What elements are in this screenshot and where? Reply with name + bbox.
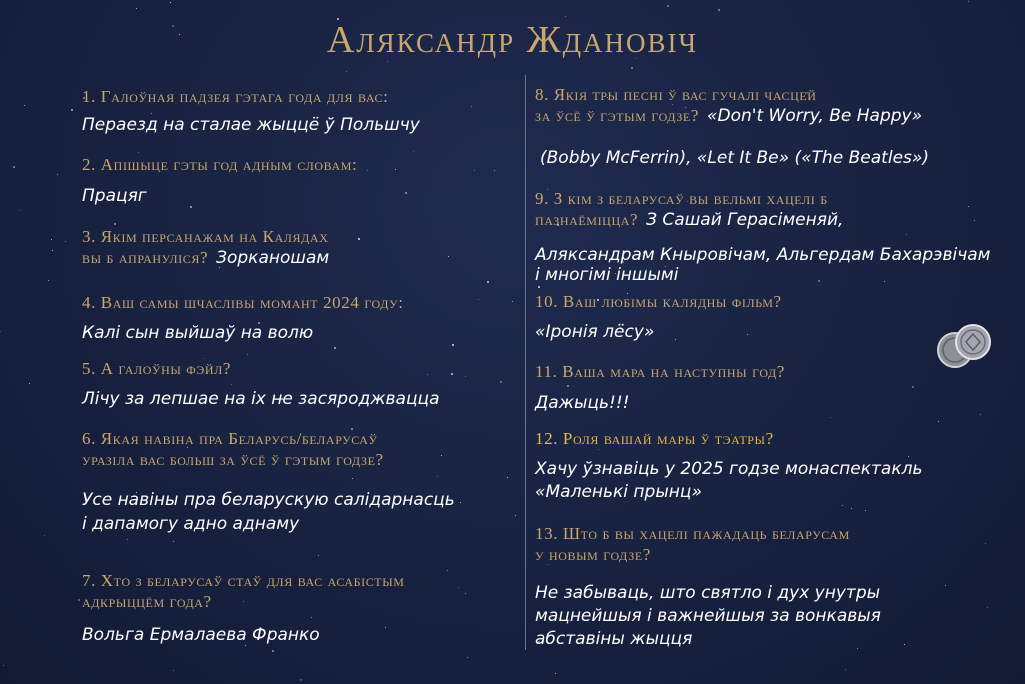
star [487,281,489,283]
star [427,374,428,375]
star [138,152,139,153]
coins-icon [935,322,993,372]
star [465,376,466,377]
star [507,477,508,478]
star [467,657,468,658]
question-6-line2: уразіла вас больш за ўсё ў гэтым годзе? [82,450,384,469]
star [474,170,475,171]
question-8-line1: 8. Якія тры песні ў вас гучалі часцей [535,85,817,104]
star [675,339,676,340]
star [851,508,852,509]
question-3-line2 [82,247,329,269]
answer-9-line3: і многімі іншымі [535,265,679,285]
star [311,617,312,618]
star [346,71,347,72]
star [980,414,981,415]
page-title: Аляксандр Ждановіч [326,19,699,61]
star [136,8,137,9]
column-divider [525,75,526,650]
star [0,331,1,332]
star [367,170,368,171]
star [598,449,599,450]
answer-13-line1: Не забываць, што святло і дух унутры [535,583,881,603]
star [170,2,171,3]
answer-13-line2: мацнейшыя і важнейшыя за вонкавыя [535,606,881,626]
star [352,478,353,479]
star [243,601,244,602]
answer-12-line2: «Маленькі прынц» [535,482,702,502]
question-3-line1: 3. Якім персанажам на Калядах [82,227,329,246]
star [190,206,192,208]
star [747,334,748,335]
star [231,384,232,385]
star [974,220,975,221]
star [19,210,20,211]
star [500,381,502,383]
star [452,344,454,346]
star [471,106,472,107]
question-7-line1: 7. Хто з беларусаў стаў для вас асабістым [82,571,405,590]
star [48,280,49,281]
star [448,256,449,257]
star [57,174,58,175]
star [938,421,939,422]
star [451,373,453,375]
star [395,169,396,170]
star [441,455,442,456]
answer-9-line1: З Сашай Герасіменяй, [646,210,844,230]
answer-2: Працяг [82,186,147,206]
star [300,679,302,681]
star [515,515,516,516]
star [405,192,407,194]
star [114,223,116,225]
star [3,665,4,666]
question-7-line2: адкрыццём года? [82,592,212,611]
star [173,670,174,671]
question-10: 10. Ваш любімы калядны фільм? [535,292,782,311]
answer-12-line1: Хачу ўзнавіць у 2025 годзе монаспектакль [535,459,923,479]
star [567,385,569,387]
star [51,239,52,240]
answer-6-line1: Усе навіны пра беларускую салідарнасць [82,490,455,510]
answer-4: Калі сын выйшаў на волю [82,323,314,343]
star [912,386,914,388]
star [272,650,274,652]
star [24,105,25,106]
star [906,234,907,235]
star [173,541,174,542]
star [458,587,459,588]
star [29,383,30,384]
star [718,9,720,11]
question-5: 5. А галоўны фэйл? [82,359,232,378]
star [904,644,905,645]
star [968,206,969,207]
star [857,648,858,649]
question-13-line1: 13. Што б вы хацелі пажадаць беларусам [535,524,850,543]
star [555,673,556,674]
star [865,510,866,511]
star [968,1,969,2]
star [13,166,15,168]
star [52,250,53,251]
answer-13-line3: абставіны жыцця [535,629,693,649]
star [65,241,66,242]
star [830,417,831,418]
answer-9-line2: Аляксандрам Кныровічам, Альгердам Бахарэвічам [535,245,991,265]
answer-10: «Іронія лёсу» [535,322,655,342]
question-9-line2 [535,209,843,231]
star [565,16,566,17]
star [631,67,633,69]
answer-11: Дажыць!!! [535,393,630,413]
question-12: 12. Роля вашай мары ў тэатры? [535,429,774,448]
star [512,301,513,302]
answer-5: Лічу за лепшае на іх не засяроджвацца [82,389,440,409]
star [908,456,909,457]
question-4: 4. Ваш самы шчаслівы момант 2024 году: [82,293,404,312]
question-3-line2-text: вы б апрануліся? [82,248,209,267]
star [538,286,540,288]
star [437,476,438,477]
star [985,543,986,544]
question-8-line2-text: за ўсё ў гэтым годзе? [535,106,700,125]
star [842,505,843,506]
star [413,151,414,152]
star [71,109,73,111]
star [44,535,45,536]
star [667,5,669,7]
star [987,607,988,608]
question-2: 2. Апішыце гэты год адным словам: [82,155,358,174]
star [945,585,946,586]
question-13-line2: у новым годзе? [535,545,651,564]
answer-1: Пераезд на сталае жыццё ў Польшчу [82,115,420,135]
star [358,238,360,240]
star [884,281,885,282]
star [845,669,846,670]
star [494,170,495,171]
question-1: 1. Галоўная падзея гэтага года для вас: [82,87,389,106]
answer-8-line1: «Don't Worry, Be Happy» [707,106,923,126]
star [460,502,461,503]
question-6-line1: 6. Якая навіна пра Беларусь/беларусаў [82,429,378,448]
answer-3: Зорканошам [216,248,330,268]
question-11: 11. Ваша мара на наступны год? [535,362,785,381]
star [465,593,466,594]
star [447,570,448,571]
question-8-line2 [535,105,922,127]
star [318,555,319,556]
star [478,299,479,300]
question-9-line2-text: пазнаёміцца? [535,210,639,229]
star [247,354,248,355]
star [818,280,820,282]
answer-7: Вольга Ермалаева Франко [82,625,320,645]
answer-8-line2: (Bobby McFerrin), «Let It Be» («The Beatles») [540,148,930,168]
star [127,539,128,540]
question-9-line1: 9. З кім з беларусаў вы вельмі хацелі б [535,189,828,208]
star [385,627,386,628]
answer-6-line2: і дапамогу адно аднаму [82,514,300,534]
star [78,599,80,601]
star [334,347,336,349]
